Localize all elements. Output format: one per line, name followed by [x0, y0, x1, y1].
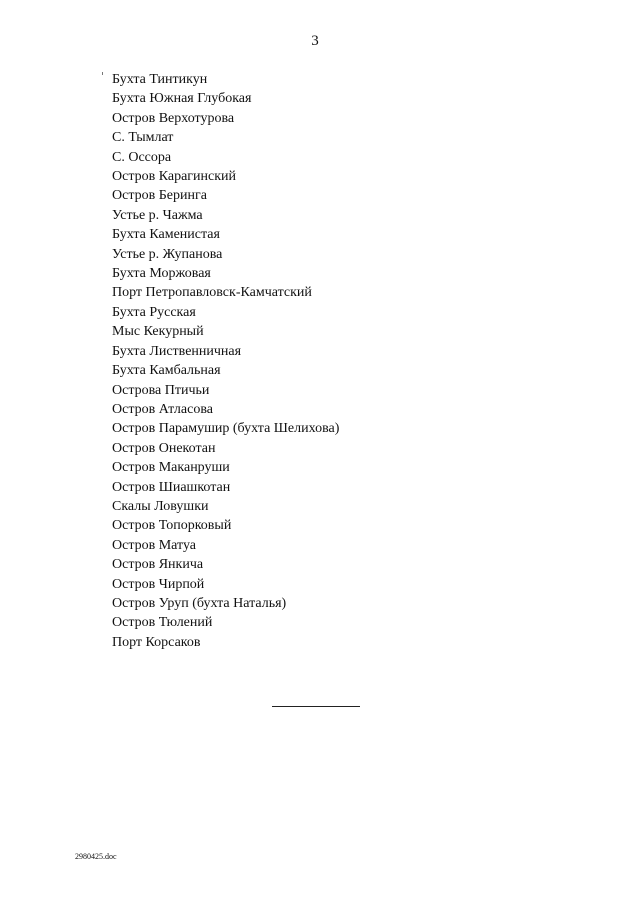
list-item: Остров Маканруши — [112, 460, 230, 476]
end-rule — [272, 706, 360, 707]
list-item: Устье р. Чажма — [112, 207, 203, 223]
list-item: Остров Онекотан — [112, 440, 216, 456]
place-list — [112, 70, 339, 652]
list-item: Остров Шиашкотан — [112, 479, 231, 495]
list-item: Бухта Тинтикун — [112, 72, 208, 87]
list-item: Бухта Каменистая — [112, 227, 220, 243]
list-item: Порт Корсаков — [112, 634, 201, 650]
list-item: Остров Янкича — [112, 557, 204, 573]
list-item: Мыс Кекурный — [112, 324, 204, 340]
list-item: Остров Чирпой — [112, 576, 205, 592]
stray-mark — [102, 72, 103, 75]
list-item: Бухта Моржовая — [112, 266, 211, 282]
list-item: Бухта Лиственничная — [112, 343, 242, 359]
list-item: Остров Топорковый — [112, 518, 232, 534]
file-name: 2980425.doc — [75, 852, 117, 861]
page-number: 3 — [311, 33, 319, 49]
list-item: С. Тымлат — [112, 130, 174, 146]
list-item: С. Оссора — [112, 149, 172, 165]
list-item: Остров Карагинский — [112, 169, 237, 185]
list-item: Устье р. Жупанова — [112, 246, 223, 262]
list-item: Скалы Ловушки — [112, 498, 209, 514]
list-item: Остров Матуа — [112, 537, 196, 553]
list-item: Бухта Русская — [112, 304, 196, 320]
list-item: Порт Петропавловск-Камчатский — [112, 285, 312, 301]
list-item: Острова Птичьи — [112, 382, 210, 398]
list-item: Остров Уруп (бухта Наталья) — [112, 595, 287, 611]
list-item: Остров Тюлений — [112, 615, 213, 631]
list-item: Бухта Камбальная — [112, 363, 221, 379]
list-item: Бухта Южная Глубокая — [112, 91, 252, 107]
list-item: Остров Беринга — [112, 188, 207, 204]
list-item: Остров Парамушир (бухта Шелихова) — [112, 421, 340, 437]
list-item: Остров Атласова — [112, 401, 213, 417]
list-item: Остров Верхотурова — [112, 110, 235, 126]
